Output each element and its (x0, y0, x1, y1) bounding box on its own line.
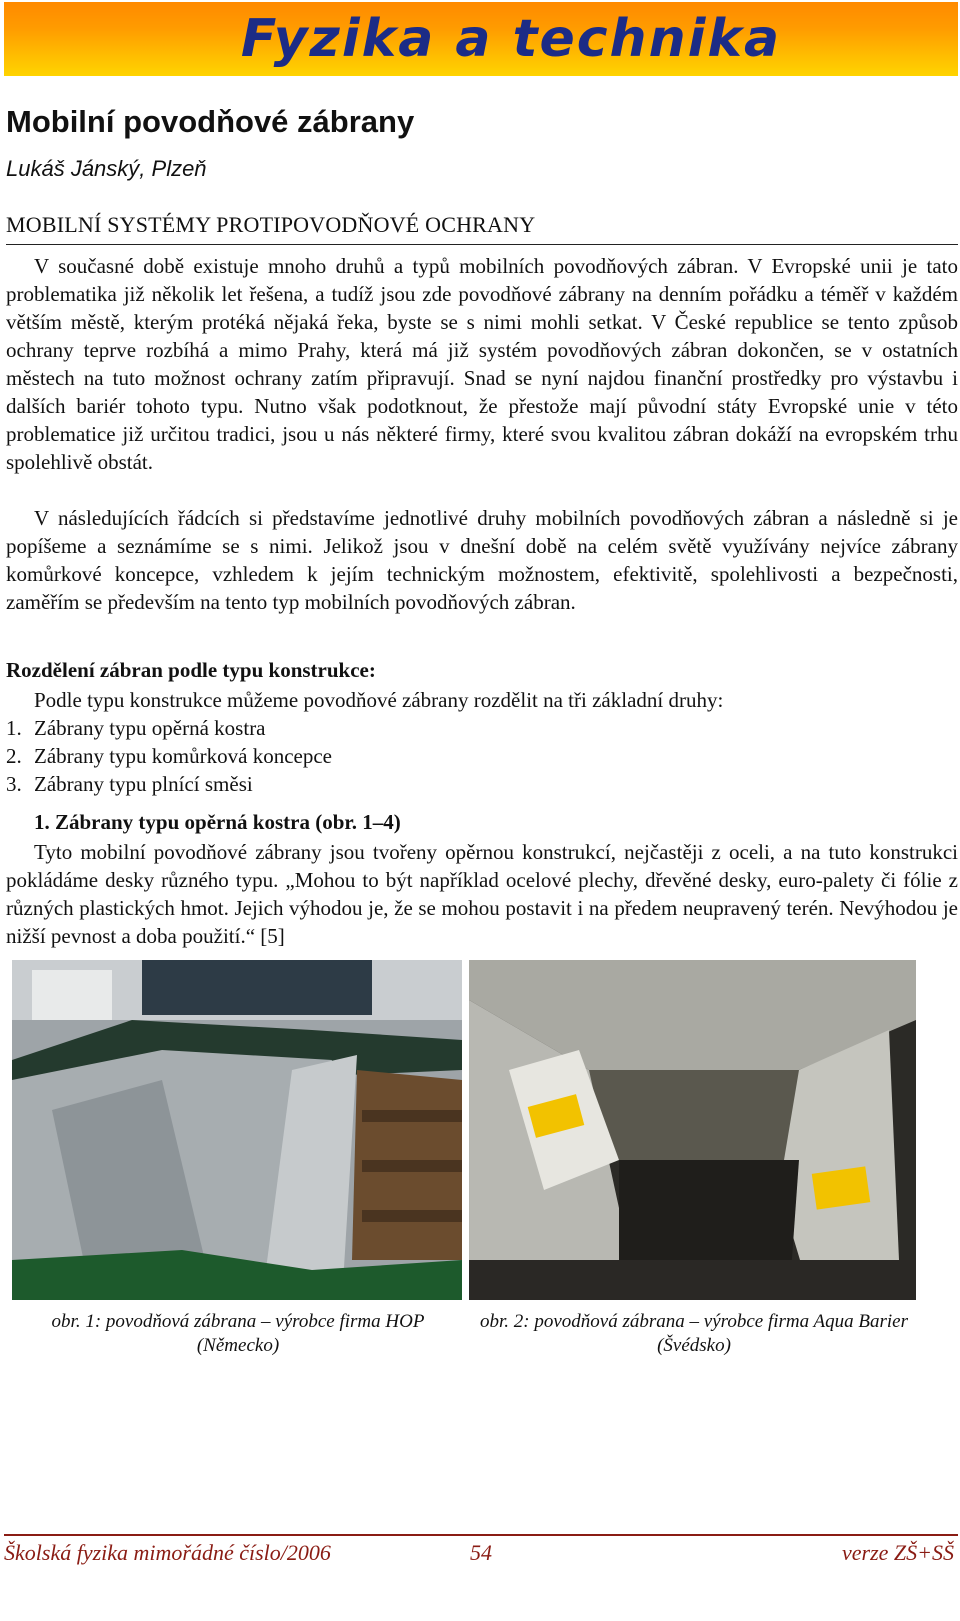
paragraph-types-intro: Podle typu konstrukce můžeme povodňové zábrany rozdělit na tři základní druhy: (34, 688, 724, 712)
figure-1-illustration (12, 960, 462, 1300)
journal-banner (4, 2, 958, 76)
subheading-support-frame: 1. Zábrany typu opěrná kostra (obr. 1–4) (34, 810, 401, 834)
list-item-text: Zábrany typu komůrková koncepce (34, 744, 332, 768)
subheading-construction-types: Rozdělení zábran podle typu konstrukce: (6, 658, 376, 682)
figure-2-illustration (469, 960, 916, 1300)
footer-issue: mimořádné číslo/2006 (133, 1540, 331, 1565)
list-item-text: Zábrany typu opěrná kostra (34, 716, 266, 740)
footer-version: verze ZŠ+SŠ (842, 1540, 954, 1565)
article-author: Lukáš Jánský, Plzeň (6, 156, 207, 181)
footer-page-number: 54 (470, 1540, 492, 1565)
barrier-types-list (6, 714, 332, 798)
list-item-number: 2. (6, 744, 22, 768)
article-title: Mobilní povodňové zábrany (6, 104, 415, 139)
footer-journal (4, 1540, 331, 1566)
paragraph-support-frame: Tyto mobilní povodňové zábrany jsou tvořeny opěrnou konstrukcí, nejčastěji z oceli, a na tuto konstrukci pokládáme desky různého typu. „Mohou to být například ocelové plechy, dřevěné desky, euro-palety či fólie z různých plastických hmot. Jejich výhodou je, že se mohou postavit i na předem neupravený terén. Nevýhodou je nižší pevnost a doba použití.“ [5] (6, 840, 958, 948)
banner-title: Fyzika a technika (240, 9, 782, 69)
list-item (6, 770, 332, 798)
list-item (6, 714, 332, 742)
figure-1-photo (12, 960, 462, 1300)
section-divider (6, 244, 958, 245)
page-footer (4, 1540, 958, 1570)
list-item-number: 3. (6, 772, 22, 796)
paragraph-overview: V následujících řádcích si představíme jednotlivé druhy mobilních povodňových zábran a následně si je popíšeme a seznámíme se s nimi. Jelikož jsou v dnešní době na celém světě využívány nejvíce zábrany komůrkové koncepce, vzhledem k jejím technickým možnostem, efektivitě, spolehlivosti a bezpečnosti, zaměřím se především na tento typ mobilních povodňových zábran. (6, 506, 958, 614)
footer-divider (4, 1534, 958, 1536)
list-item-text: Zábrany typu plnící směsi (34, 772, 253, 796)
list-item (6, 742, 332, 770)
paragraph-intro: V současné době existuje mnoho druhů a typů mobilních povodňových zábran. V Evropské unii je tato problematika již několik let řešena, a tudíž jsou zde povodňové zábrany na denním pořádku a téměř v každém větším městě, kterým protéká nějaká řeka, byste se s nimi mohli setkat. V České republice se tento způsob ochrany teprve rozbíhá a mimo Prahy, která má již systém povodňových zábran dokončen, se v ostatních městech na tuto možnost ochrany zatím připravují. Snad se nyní najdou finanční prostředky pro výstavbu i dalších bariér tohoto typu. Nutno však podotknout, že přestože mají původní státy Evropské unie v této problematice již určitou tradici, jsou u nás některé firmy, které svou kvalitou zábran dokáží na evropském trhu spolehlivě obstát. (6, 254, 958, 474)
footer-journal-name: Školská fyzika (4, 1540, 129, 1565)
figure-1-caption: obr. 1: povodňová zábrana – výrobce firma HOP (Německo) (51, 1311, 425, 1356)
list-item-number: 1. (6, 716, 22, 740)
figure-2-photo (469, 960, 916, 1300)
figure-2-caption: obr. 2: povodňová zábrana – výrobce firma Aqua Barier (Švédsko) (480, 1311, 908, 1356)
section-heading: MOBILNÍ SYSTÉMY PROTIPOVODŇOVÉ OCHRANY (6, 212, 536, 237)
